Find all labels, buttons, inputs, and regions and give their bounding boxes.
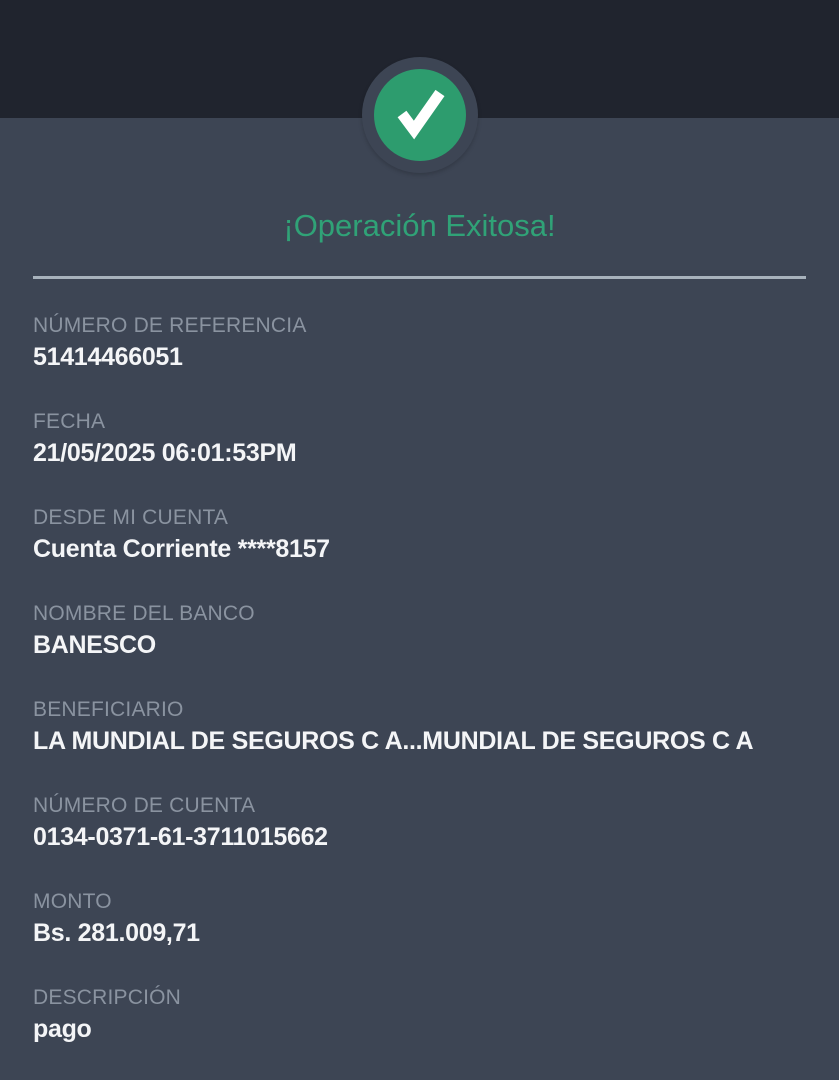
field-value: Bs. 281.009,71 [33, 919, 200, 947]
field-label: DESCRIPCIÓN [33, 986, 182, 1009]
field-value: Cuenta Corriente ****8157 [33, 535, 330, 563]
field-value: 51414466051 [33, 343, 183, 371]
transaction-details [33, 312, 806, 1080]
field-from-account [33, 504, 806, 566]
field-label: NÚMERO DE CUENTA [33, 794, 256, 817]
field-value: 21/05/2025 06:01:53PM [33, 439, 297, 467]
field-reference-number [33, 312, 806, 374]
field-account-number [33, 792, 806, 854]
divider [33, 276, 806, 279]
success-title: ¡Operación Exitosa! [283, 208, 556, 243]
field-value: 0134-0371-61-3711015662 [33, 823, 328, 851]
field-label: MONTO [33, 890, 112, 913]
field-value: LA MUNDIAL DE SEGUROS C A...MUNDIAL DE SEGUROS C A [33, 727, 754, 755]
field-label: BENEFICIARIO [33, 698, 184, 721]
field-label: NOMBRE DEL BANCO [33, 602, 255, 625]
field-value: pago [33, 1015, 92, 1043]
field-amount [33, 888, 806, 950]
field-beneficiary [33, 696, 806, 758]
field-date [33, 408, 806, 470]
field-label: FECHA [33, 410, 106, 433]
success-badge [374, 69, 466, 161]
field-label: DESDE MI CUENTA [33, 506, 229, 529]
field-value: BANESCO [33, 631, 156, 659]
field-description [33, 984, 806, 1046]
check-icon [388, 81, 452, 150]
field-bank-name [33, 600, 806, 662]
field-label: NÚMERO DE REFERENCIA [33, 314, 307, 337]
